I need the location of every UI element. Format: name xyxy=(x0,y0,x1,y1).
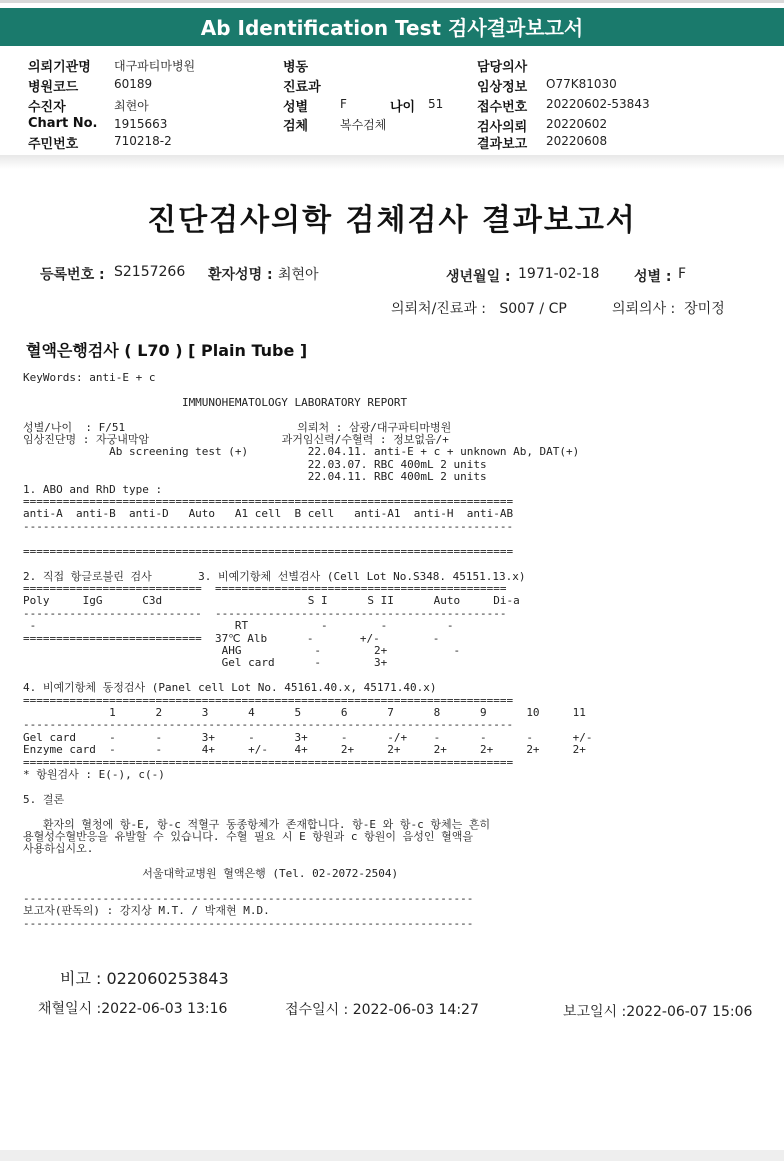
chart-label: Chart No. xyxy=(28,116,98,131)
document-title: 진단검사의학 검체검사 결과보고서 xyxy=(147,203,637,238)
draw-time: 채혈일시 :2022-06-03 13:16 xyxy=(38,1001,228,1017)
dept-label: 진료과 xyxy=(283,80,321,95)
reg-label: 등록번호 : xyxy=(40,267,105,283)
sex-label: 성별 xyxy=(283,100,309,115)
sex-value: F xyxy=(340,97,347,111)
chart-value: 1915663 xyxy=(114,117,168,131)
patient-value: 최현아 xyxy=(114,99,149,113)
doctor-label: 담당의사 xyxy=(477,60,528,75)
receive-time: 접수일시 : 2022-06-03 14:27 xyxy=(285,1002,479,1018)
divider-shadow xyxy=(0,155,784,169)
bottom-border xyxy=(0,1150,784,1161)
hospital-label: 의뢰기관명 xyxy=(28,60,91,75)
section-heading: 혈액은행검사 ( L70 ) [ Plain Tube ] xyxy=(26,341,308,360)
dept-line: 의뢰처/진료과 : S007 / CP xyxy=(391,301,567,317)
age-label: 나이 xyxy=(390,100,416,115)
age-value: 51 xyxy=(428,97,444,111)
report-date-value: 20220608 xyxy=(546,134,608,148)
clinical-label: 임상정보 xyxy=(477,80,528,95)
receipt-value: 20220602-53843 xyxy=(546,97,650,111)
doc-sex-value: F xyxy=(678,266,687,282)
hospital-value: 대구파티마병원 xyxy=(114,59,196,73)
specimen-label: 검체 xyxy=(283,119,309,134)
top-border xyxy=(0,0,784,3)
rrn-value: 710218-2 xyxy=(114,134,172,148)
code-value: 60189 xyxy=(114,77,153,91)
rrn-label: 주민번호 xyxy=(28,137,79,152)
code-label: 병원코드 xyxy=(28,80,79,95)
header-title: Ab Identification Test 검사결과보고서 xyxy=(200,16,584,40)
receipt-label: 접수번호 xyxy=(477,100,528,115)
dob-label: 생년월일 : xyxy=(446,269,511,285)
specimen-value: 복수검체 xyxy=(340,118,387,132)
note-field: 비고 : 022060253843 xyxy=(60,969,229,988)
clinical-value: O77K81030 xyxy=(546,77,617,91)
request-label: 검사의뢰 xyxy=(477,120,528,135)
name-value: 최현아 xyxy=(278,267,319,283)
dob-value: 1971-02-18 xyxy=(518,266,600,282)
doctor-line: 의뢰의사 : 장미정 xyxy=(612,301,725,317)
name-label: 환자성명 : xyxy=(208,267,273,283)
request-value: 20220602 xyxy=(546,117,608,131)
report-date-label: 결과보고 xyxy=(477,137,528,152)
report-time: 보고일시 :2022-06-07 15:06 xyxy=(563,1004,753,1020)
lab-report-body: KeyWords: anti-E + c IMMUNOHEMATOLOGY LABORATORY REPORT 성별/나이 : F/51 의뢰처 : 삼광/대구파티마병원 임상진단명 : 자궁내막암 과거임신력/수혈력 : 정보없음/+ Ab screening test (+) 22.04.11. anti-E + c + unknown Ab, DAT(+) 22.03.07. RBC 400mL 2 units 22.04.11. RBC 400mL 2 units 1. ABO and RhD type : ========================================================================== anti-A anti-B anti-D Auto A1 cell B cell anti-A1 anti-H anti-AB -------------------------------------------------------------------------- ========================================================================== 2. 직접 항글로불린 검사 3. 비예기항체 선별검사 (Cell Lot No.S348. 45151.13.x) =========================== ============================================ Poly IgG C3d S I S II Auto Di-a --------------------------- -------------------------------------------- - RT - - - =========================== 37℃ Alb - +/- - AHG - 2+ - Gel card - 3+ 4. 비예기항체 동정검사 (Panel cell Lot No. 45161.40.x, 45171.40.x) ========================================================================== 1 2 3 4 5 6 7 8 9 10 11 -------------------------------------------------------------------------- Gel card - - 3+ - 3+ - -/+ - - - +/- Enzyme card - - 4+ +/- 4+ 2+ 2+ 2+ 2+ 2+ 2+ ========================================================================== * 항원검사 : E(-), c(-) 5. 결론 환자의 혈청에 항-E, 항-c 적혈구 동종항체가 존재합니다. 항-E 와 항-c 항체는 흔히 용혈성수혈반응을 유발할 수 있습니다. 수혈 필요 시 E 항원과 c 항원이 음성인 혈액을 사용하십시오. 서울대학교병원 혈액은행 (Tel. 02-2072-2504) -------------------------------------------------------------------- 보고자(판독의) : 강지상 M.T. / 박재현 M.D. -------------------------------------------------------------------- xyxy=(23,371,593,930)
patient-info-panel xyxy=(0,50,784,160)
reg-value: S2157266 xyxy=(114,264,186,280)
ward-label: 병동 xyxy=(283,60,309,75)
report-header-bar xyxy=(0,8,784,46)
patient-label: 수진자 xyxy=(28,100,66,115)
doc-sex-label: 성별 : xyxy=(634,269,672,285)
